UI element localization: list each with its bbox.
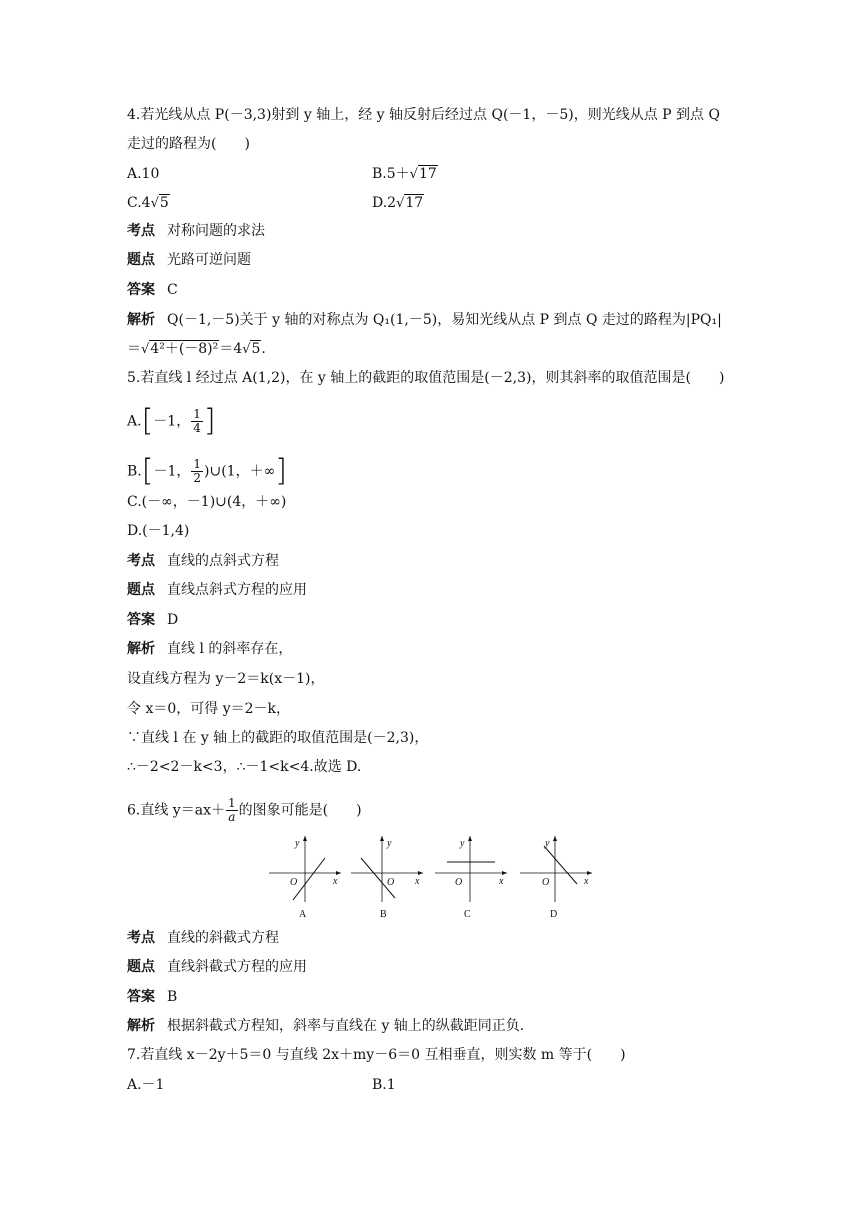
q5-analysis-line4: ∵直线 l 在 y 轴上的截距的取值范围是(－2,3)， [127,730,429,746]
svg-text:B: B [380,909,387,920]
svg-text:C: C [464,909,471,920]
q5-option-a: A.[－1， $\frac{1}{4}$ ] [127,403,216,439]
q5-option-d: D.(－1,4) [127,523,190,539]
svg-text:O: O [290,877,298,888]
q5-analysis-line5: ∴－2<2－k<3，∴－1<k<4.故选 D. [127,759,362,775]
figure-d [520,836,592,920]
svg-text:x: x [499,876,504,887]
q6-answer: 答案 B [127,989,178,1005]
q6-analysis: 解析 根据斜截式方程知，斜率与直线在 y 轴上的纵截距同正负. [127,1018,525,1034]
svg-text:y: y [387,838,392,849]
q5-kaodian: 考点 直线的点斜式方程 [127,553,279,569]
svg-text:x: x [333,876,338,887]
svg-text:x: x [584,876,589,887]
q5-option-c: C.(－∞，－1)∪(4，＋∞) [127,494,287,510]
q4-tidian: 题点 光路可逆问题 [127,252,251,268]
q6-tidian: 题点 直线斜截式方程的应用 [127,959,307,975]
q5-option-b: B.[－1， $\frac{1}{2}$ )∪(1，＋∞] [127,453,287,489]
svg-text:A: A [299,909,307,920]
figure-b [351,836,423,920]
q5-answer: 答案 D [127,612,179,628]
q6-stem: 6.直线 y＝ax＋ $\frac{1}{a}$ 的图象可能是( ) [127,796,362,824]
q7-option-a: A.－1 [127,1077,165,1093]
svg-text:y: y [545,838,550,849]
q6-figures [265,832,595,920]
q5-analysis-line2: 设直线方程为 y－2＝k(x－1)， [127,671,325,687]
q4-option-a: A.10 [127,166,160,182]
q4-answer: 答案 C [127,282,178,298]
figure-c [435,836,507,920]
svg-text:O: O [387,877,395,888]
svg-text:y: y [295,838,300,849]
svg-text:y: y [460,838,465,849]
q5-analysis-line3: 令 x＝0，可得 y＝2－k， [127,701,291,717]
q4-kaodian: 考点 对称问题的求法 [127,223,265,239]
svg-text:x: x [415,876,420,887]
svg-text:D: D [550,909,558,920]
svg-text:O: O [542,877,550,888]
q4-analysis-line2: ＝√4²＋(－8)²＝4√5. [127,341,266,357]
q4-stem-line2: 走过的路程为( ) [127,136,250,152]
q4-analysis-line1: 解析 Q(－1,－5)关于 y 轴的对称点为 Q₁(1,－5)，易知光线从点 P 到点 Q 走过的路程为|PQ₁| [127,312,722,328]
q7-option-b: B.1 [372,1077,396,1093]
q4-option-b: B.5＋√17 [372,166,437,182]
q4-stem-line1: 4.若光线从点 P(－3,3)射到 y 轴上，经 y 轴反射后经过点 Q(－1，－5)，则光线从点 P 到点 Q [127,107,720,123]
q5-analysis-line1: 解析 直线 l 的斜率存在， [127,641,293,657]
q5-tidian: 题点 直线点斜式方程的应用 [127,582,307,598]
q5-stem: 5.若直线 l 经过点 A(1,2)，在 y 轴上的截距的取值范围是(－2,3)，则其斜率的取值范围是( ) [127,370,725,386]
svg-text:O: O [455,877,463,888]
q4-option-d: D.2√17 [372,195,424,211]
figure-a [269,836,341,920]
q4-option-c: C.4√5 [127,195,169,211]
q6-kaodian: 考点 直线的斜截式方程 [127,930,279,946]
q7-stem: 7.若直线 x－2y＋5＝0 与直线 2x＋my－6＝0 互相垂直，则实数 m 等于( ) [127,1047,626,1063]
